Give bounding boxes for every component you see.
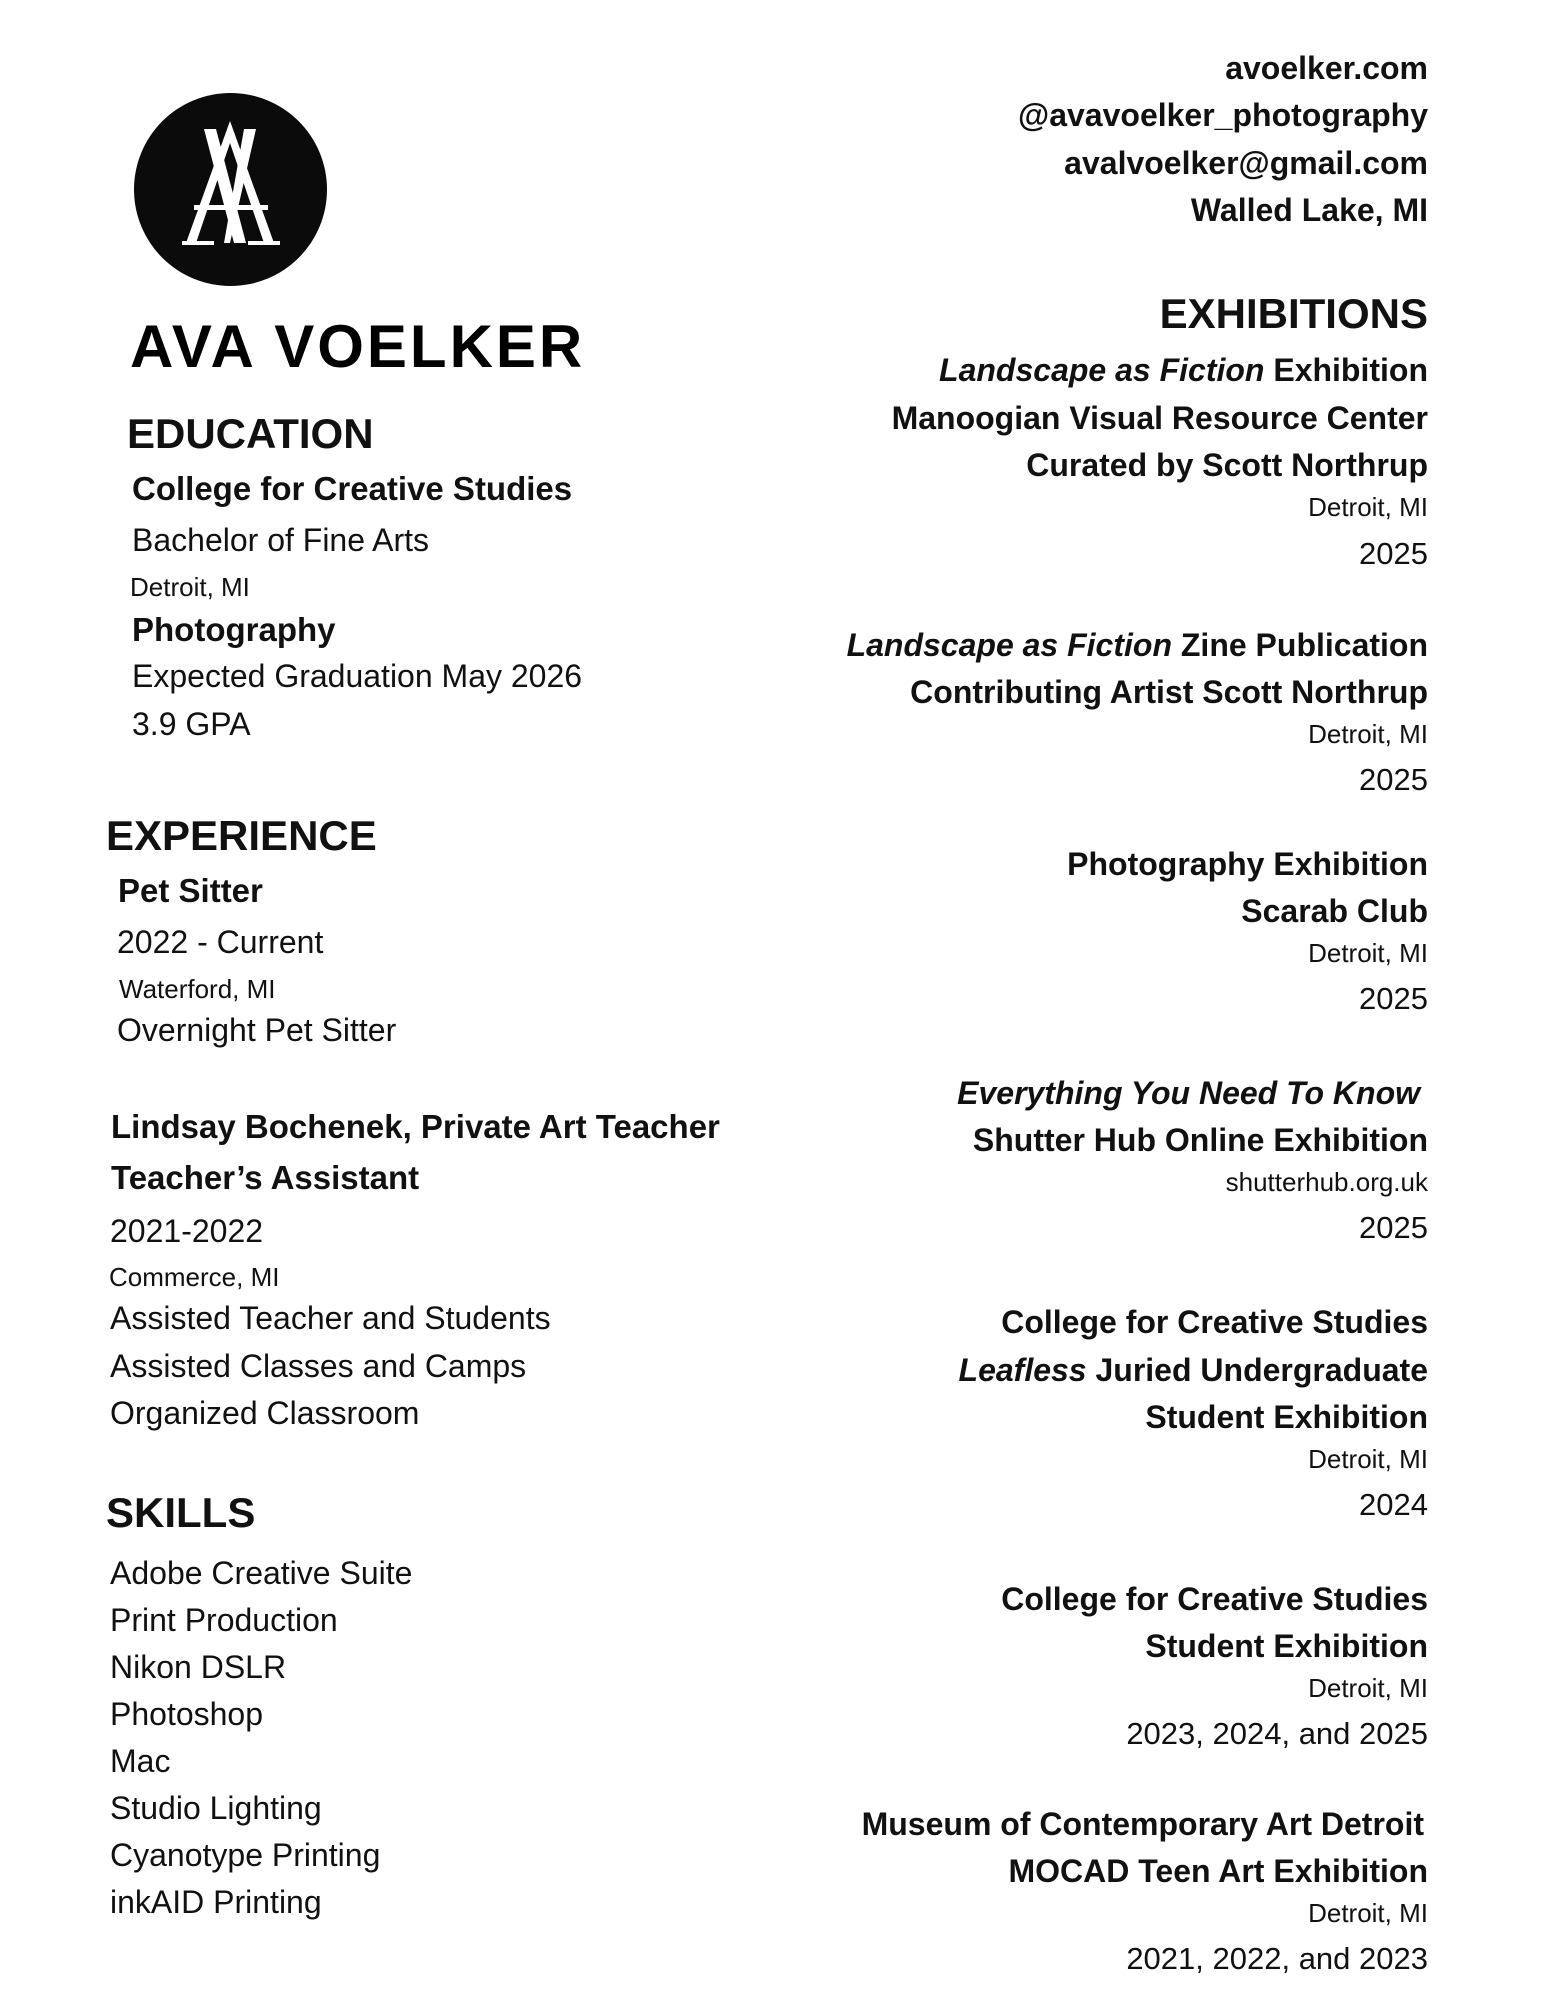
exhibition-2-location: Detroit, MI [1308,719,1428,749]
skill-item: Cyanotype Printing [110,1837,381,1873]
job-2-detail: Assisted Teacher and Students [110,1300,551,1336]
job-2-detail: Assisted Classes and Camps [110,1348,527,1384]
education-heading: EDUCATION [127,410,374,457]
experience-heading: EXPERIENCE [106,812,377,859]
exhibition-7-year: 2021, 2022, and 2023 [1126,1941,1428,1976]
monogram-logo-icon [134,93,327,286]
exhibition-3-year: 2025 [1359,981,1428,1016]
education-gpa: 3.9 GPA [132,706,251,742]
contact-location: Walled Lake, MI [1190,192,1428,228]
skill-item: Mac [110,1743,171,1779]
contact-email: avalvoelker@gmail.com [1064,145,1428,181]
job-2-role-secondary: Teacher’s Assistant [111,1159,420,1196]
job-1-detail: Overnight Pet Sitter [117,1012,397,1048]
exhibition-3-location: Detroit, MI [1308,938,1428,968]
skill-item: Nikon DSLR [110,1649,287,1685]
exhibition-3-venue: Scarab Club [1241,893,1428,929]
exhibition-1-title: Landscape as Fiction Exhibition [939,352,1428,388]
contact-website: avoelker.com [1225,50,1428,86]
logo [134,93,327,286]
exhibition-4-title: Everything You Need To Know [957,1075,1420,1111]
exhibition-7-title: MOCAD Teen Art Exhibition [1008,1853,1428,1889]
exhibition-5-year: 2024 [1359,1487,1428,1522]
exhibition-4-year: 2025 [1359,1210,1428,1245]
job-1-location: Waterford, MI [119,974,276,1004]
education-graduation: Expected Graduation May 2026 [132,658,583,694]
skill-item: Photoshop [110,1696,264,1732]
exhibition-7-location: Detroit, MI [1308,1898,1428,1928]
education-degree: Bachelor of Fine Arts [132,522,430,558]
exhibition-2-year: 2025 [1359,762,1428,797]
right-column [760,0,1428,2000]
exhibition-2-title: Landscape as Fiction Zine Publication [846,627,1428,663]
skills-heading: SKILLS [106,1489,256,1536]
exhibition-1-location: Detroit, MI [1308,492,1428,522]
job-2-location: Commerce, MI [109,1262,280,1292]
education-major: Photography [132,611,336,648]
exhibition-6-title: Student Exhibition [1145,1628,1428,1664]
job-2-role: Lindsay Bochenek, Private Art Teacher [111,1108,720,1145]
exhibition-2-role: Contributing Artist Scott Northrup [910,674,1428,710]
skill-item: Print Production [110,1602,338,1638]
exhibition-1-year: 2025 [1359,536,1428,571]
contact-instagram: @avavoelker_photography [1018,97,1428,133]
exhibition-5-title: Leafless Juried Undergraduate [958,1352,1428,1388]
exhibition-5-venue: College for Creative Studies [1001,1304,1428,1340]
exhibition-1-curator: Curated by Scott Northrup [1026,447,1428,483]
skill-item: Adobe Creative Suite [110,1555,413,1591]
job-2-detail: Organized Classroom [110,1395,420,1431]
exhibition-7-venue: Museum of Contemporary Art Detroit [861,1806,1424,1842]
education-location: Detroit, MI [130,572,250,602]
skill-item: inkAID Printing [110,1884,322,1920]
exhibition-6-year: 2023, 2024, and 2025 [1126,1716,1428,1751]
exhibition-6-location: Detroit, MI [1308,1673,1428,1703]
exhibition-1-venue: Manoogian Visual Resource Center [891,400,1428,436]
job-1-role: Pet Sitter [118,872,263,909]
exhibition-4-venue: Shutter Hub Online Exhibition [972,1122,1428,1158]
exhibition-6-venue: College for Creative Studies [1001,1581,1428,1617]
education-school: College for Creative Studies [132,470,573,507]
exhibition-5-location: Detroit, MI [1308,1444,1428,1474]
job-1-dates: 2022 - Current [117,924,324,960]
applicant-name: AVA VOELKER [130,313,586,380]
skill-item: Studio Lighting [110,1790,322,1826]
exhibition-5-title-cont: Student Exhibition [1145,1399,1428,1435]
job-2-dates: 2021-2022 [110,1213,264,1249]
exhibition-3-title: Photography Exhibition [1067,846,1428,882]
exhibitions-heading: EXHIBITIONS [1159,290,1428,337]
exhibition-4-location: shutterhub.org.uk [1225,1167,1428,1197]
